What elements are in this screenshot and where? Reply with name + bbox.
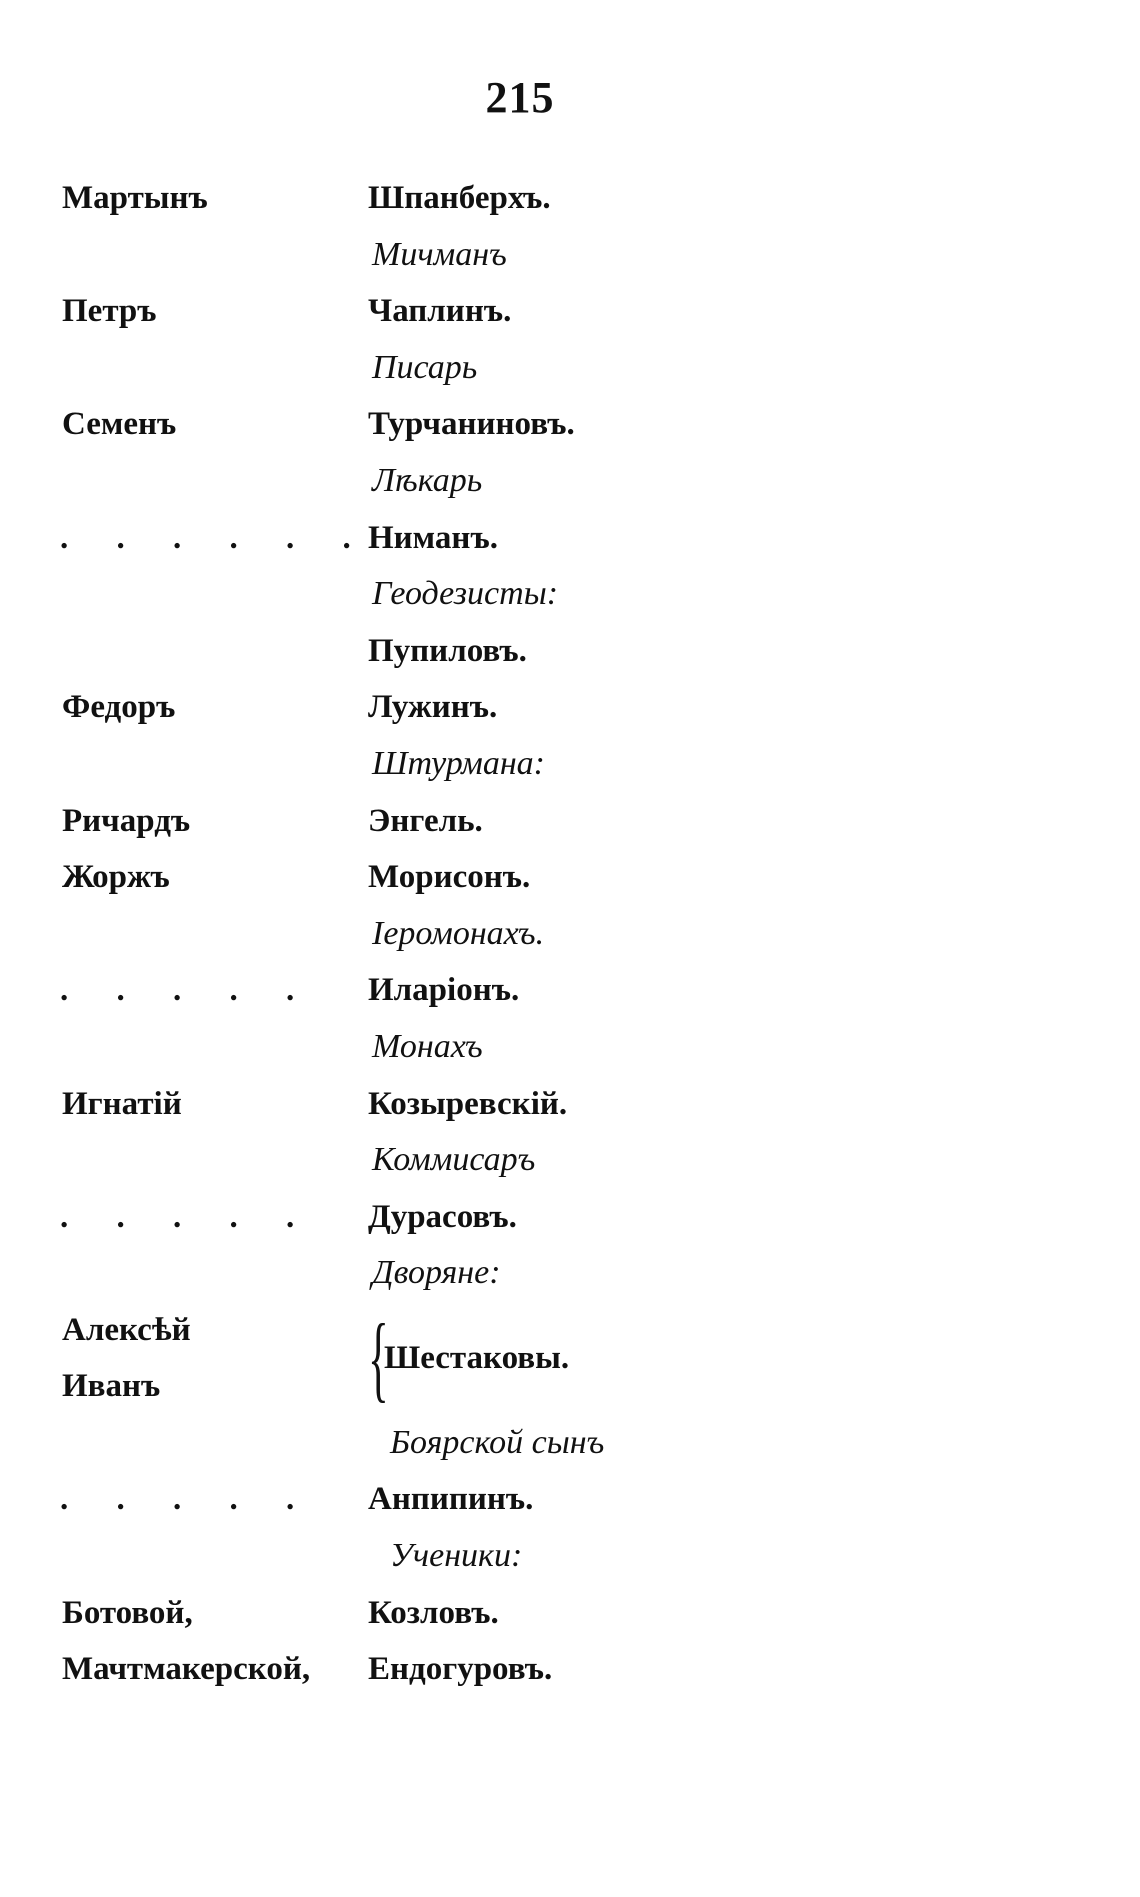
first-name-ellipsis: . . . . . . <box>60 519 371 556</box>
first-name: Игнатій <box>62 1085 182 1122</box>
first-name-ellipsis: . . . . . <box>60 1198 315 1235</box>
roster-row <box>0 396 1140 453</box>
roster-row <box>0 849 1140 906</box>
rank-label: Боярской сынъ <box>390 1423 605 1461</box>
surname: Шестаковы. <box>384 1339 570 1376</box>
rank-label: Ученики: <box>390 1537 523 1575</box>
crew-roster <box>0 170 1140 1698</box>
rank-label: Геодезисты: <box>372 575 559 613</box>
roster-row <box>0 623 1140 680</box>
roster-row <box>0 1189 1140 1246</box>
roster-row <box>0 170 1140 227</box>
rank-heading <box>0 1245 1140 1302</box>
rank-heading <box>0 227 1140 284</box>
roster-row <box>0 1076 1140 1133</box>
rank-label: Штурмана: <box>372 744 546 782</box>
brace-group <box>0 1302 1140 1415</box>
surname: Козыревскій. <box>368 1085 568 1122</box>
rank-label: Лѣкарь <box>372 461 483 499</box>
surname: Пупиловъ. <box>368 632 527 669</box>
first-name: Жоржъ <box>62 859 170 896</box>
first-name: Иванъ <box>62 1368 161 1405</box>
surname: Ниманъ. <box>368 519 498 556</box>
roster-row <box>0 1641 1140 1698</box>
rank-label: Коммисаръ <box>372 1141 536 1179</box>
rank-heading <box>0 566 1140 623</box>
rank-heading <box>0 453 1140 510</box>
rank-label: Монахъ <box>372 1027 483 1065</box>
surname: Энгель. <box>368 802 483 839</box>
roster-row <box>0 962 1140 1019</box>
rank-heading <box>0 906 1140 963</box>
rank-label: Писарь <box>372 348 478 386</box>
surname: Козловъ. <box>368 1594 499 1631</box>
surname: Лужинъ. <box>368 689 498 726</box>
surname: Ендогуровъ. <box>368 1651 553 1688</box>
rank-heading <box>0 340 1140 397</box>
first-name: Петръ <box>62 293 157 330</box>
first-name: Ричардъ <box>62 802 191 839</box>
roster-row <box>0 1585 1140 1642</box>
rank-heading <box>0 736 1140 793</box>
first-name: Мачтмакерской, <box>62 1651 311 1688</box>
roster-row <box>0 793 1140 850</box>
roster-row <box>0 283 1140 340</box>
surname: Шпанберхъ. <box>368 180 551 216</box>
surname: Морисонъ. <box>368 859 531 896</box>
surname: Чаплинъ. <box>368 293 512 330</box>
rank-label: Дворяне: <box>372 1254 501 1292</box>
page-number: 215 <box>485 73 555 122</box>
first-name-ellipsis: . . . . . <box>60 972 315 1009</box>
rank-heading <box>0 1415 1140 1472</box>
roster-row <box>0 510 1140 567</box>
first-name: Федоръ <box>62 689 176 726</box>
first-name: Семенъ <box>62 406 177 443</box>
first-name: Мартынъ <box>62 180 208 216</box>
rank-heading <box>0 1528 1140 1585</box>
rank-heading <box>0 1132 1140 1189</box>
first-name: Ботовой, <box>62 1594 193 1631</box>
first-name-ellipsis: . . . . . <box>60 1481 315 1518</box>
roster-row <box>0 1471 1140 1528</box>
rank-label: Мичманъ <box>372 235 507 273</box>
rank-label: Іеромонахъ. <box>372 914 545 952</box>
rank-heading <box>0 1019 1140 1076</box>
surname: Турчаниновъ. <box>368 406 575 443</box>
roster-row <box>0 679 1140 736</box>
surname: Анпипинъ. <box>368 1481 534 1518</box>
curly-brace: { <box>368 1303 389 1411</box>
surname: Иларіонъ. <box>368 972 520 1009</box>
surname: Дурасовъ. <box>368 1198 517 1235</box>
first-name: Алексѣй <box>62 1311 191 1348</box>
